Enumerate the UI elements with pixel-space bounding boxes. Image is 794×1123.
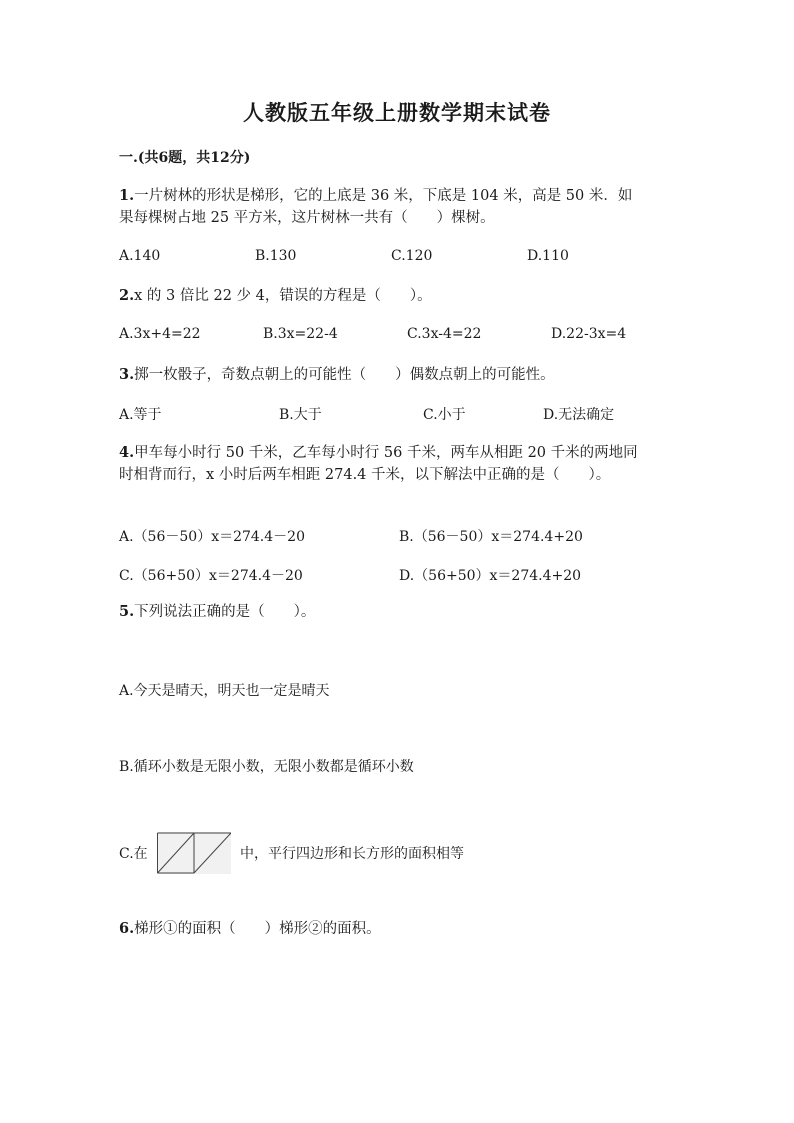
question-text-line: 时相背而行，x 小时后两车相距 274.4 千米，以下解法中正确的是（ ）。 [119, 467, 611, 483]
option-c[interactable]: C.小于 [423, 407, 466, 423]
option-c[interactable]: C.在 [119, 846, 148, 862]
question-number: 2. [119, 287, 135, 304]
option-a[interactable]: A.今天是晴天，明天也一定是晴天 [119, 683, 330, 699]
question-text-line: x 的 3 倍比 22 少 4，错误的方程是（ ）。 [134, 288, 432, 304]
option-a[interactable]: A.（56－50）x＝274.4－20 [119, 529, 305, 545]
option-c[interactable]: C.（56+50）x＝274.4－20 [119, 568, 303, 584]
option-d[interactable]: D.无法确定 [543, 407, 615, 423]
option-b[interactable]: B.大于 [279, 407, 322, 423]
option-a[interactable]: A.3x+4=22 [119, 326, 201, 342]
option-b[interactable]: B.3x=22-4 [263, 326, 338, 342]
question-text-line: 下列说法正确的是（ ）。 [134, 604, 316, 620]
question-3 [119, 364, 555, 386]
option-b[interactable]: B.130 [255, 248, 297, 264]
question-number: 1. [119, 187, 135, 204]
option-d[interactable]: D.22-3x=4 [551, 326, 627, 342]
option-d[interactable]: D.110 [527, 248, 569, 264]
option-c[interactable]: C.120 [391, 248, 433, 264]
question-text-line: 果每棵树占地 25 平方米，这片树林一共有（ ）棵树。 [119, 210, 495, 226]
question-number: 3. [119, 366, 135, 383]
question-number: 6. [119, 920, 135, 937]
parallelogram-rectangle-figure [157, 832, 231, 874]
question-number: 5. [119, 603, 135, 620]
question-text-line: 甲车每小时行 50 千米，乙车每小时行 56 千米，两车从相距 20 千米的两地同 [134, 445, 638, 461]
question-1 [119, 185, 632, 229]
option-a[interactable]: A.140 [119, 248, 161, 264]
option-d[interactable]: D.（56+50）x＝274.4+20 [399, 568, 582, 584]
question-2 [119, 285, 432, 307]
option-b[interactable]: B.循环小数是无限小数，无限小数都是循环小数 [119, 759, 414, 775]
question-5 [119, 601, 315, 623]
section-heading: 一.(共6题，共12分) [119, 150, 251, 166]
option-a[interactable]: A.等于 [119, 407, 162, 423]
question-number: 4. [119, 444, 135, 461]
question-4 [119, 442, 638, 486]
question-text-line: 掷一枚骰子，奇数点朝上的可能性（ ）偶数点朝上的可能性。 [134, 367, 555, 383]
question-text-line: 梯形①的面积（ ）梯形②的面积。 [134, 921, 381, 937]
option-b[interactable]: B.（56－50）x＝274.4+20 [399, 529, 583, 545]
option-c-continuation: 中，平行四边形和长方形的面积相等 [240, 846, 464, 862]
page-title: 人教版五年级上册数学期末试卷 [243, 100, 551, 125]
option-c[interactable]: C.3x-4=22 [407, 326, 482, 342]
question-6 [119, 918, 381, 940]
question-text-line: 一片树林的形状是梯形，它的上底是 36 米，下底是 104 米，高是 50 米．如 [134, 188, 633, 204]
